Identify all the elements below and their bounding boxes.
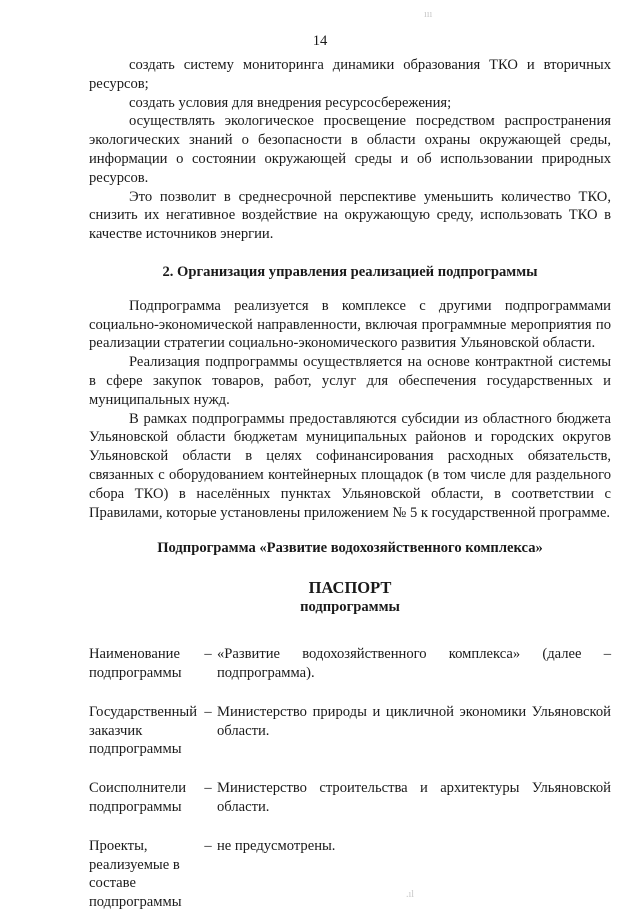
paragraph-complex: Подпрограмма реализуется в комплексе с другими подпрограммами социально-экономической направленности, включая программные мероприятия по реализации стратегии социально-экономического развития Ульяновской области. [89,297,611,352]
passport-value: не предусмотрены. [217,837,336,854]
passport-dash: – [204,703,212,720]
passport-label: Соисполнители подпрограммы [89,780,187,815]
passport-value: Министерство природы и цикличной экономики Ульяновской области. [217,703,611,739]
paragraph-ecological-education: осуществлять экологическое просвещение посредством распространения экологических знаний о безопасности в области охраны окружающей среды, информации о состоянии окружающей среды и об использовании природных ресурсов. [89,113,611,186]
passport-label: Государственный заказчик подпрограммы [89,703,198,758]
passport-row-co-executors [89,779,611,817]
paragraph-monitoring: создать систему мониторинга динамики образования ТКО и вторичных ресурсов; [89,57,611,92]
passport-row-customer [89,703,611,759]
passport-value: «Развитие водохозяйственного комплекса» (далее – подпрограмма). [217,646,611,681]
paragraph-outcome: Это позволит в среднесрочной перспективе уменьшить количество ТКО, снизить их негативное воздействие на окружающую среду, использовать ТКО в качестве источников энергии. [89,188,611,243]
paragraph-subsidies: В рамках подпрограммы предоставляются субсидии из областного бюджета Ульяновской области бюджетам муниципальных районов и городских округов Ульяновской области в целях софинансирования расходных обязательств, связанных с оборудованием контейнерных площадок (в том числе для раздельного сбора ТКО) в населённых пунктах Ульяновской области, в соответствии с Правилами, которые установлены приложением № 5 к государственной программе. [89,410,611,521]
document-body [89,56,611,912]
paragraph-resource-saving: создать условия для внедрения ресурсосбережения; [129,94,452,111]
page-number: 14 [312,33,328,49]
passport-table [89,645,611,912]
paragraph-contract-system: Реализация подпрограммы осуществляется на основе контрактной системы в сфере закупок товаров, работ, услуг для обеспечения государственных и муниципальных нужд. [89,354,611,408]
passport-dash: – [204,646,212,663]
passport-value: Министерство строительства и архитектуры Ульяновской области. [217,780,611,815]
passport-row-name [89,645,611,683]
passport-row-projects [89,837,611,912]
scan-artifact: .ıl [406,889,415,900]
passport-title: ПАСПОРТ [308,578,392,598]
passport-dash: – [204,780,212,797]
passport-label: Проекты, реализуемые в составе подпрограммы [89,837,182,911]
section-heading: 2. Организация управления реализацией подпрограммы [162,263,538,280]
scan-artifact: ııı [424,9,433,20]
passport-dash: – [204,837,212,854]
passport-label: Наименование подпрограммы [89,646,182,681]
passport-subtitle: подпрограммы [300,599,400,616]
subprogram-title: Подпрограмма «Развитие водохозяйственного комплекса» [157,540,543,557]
